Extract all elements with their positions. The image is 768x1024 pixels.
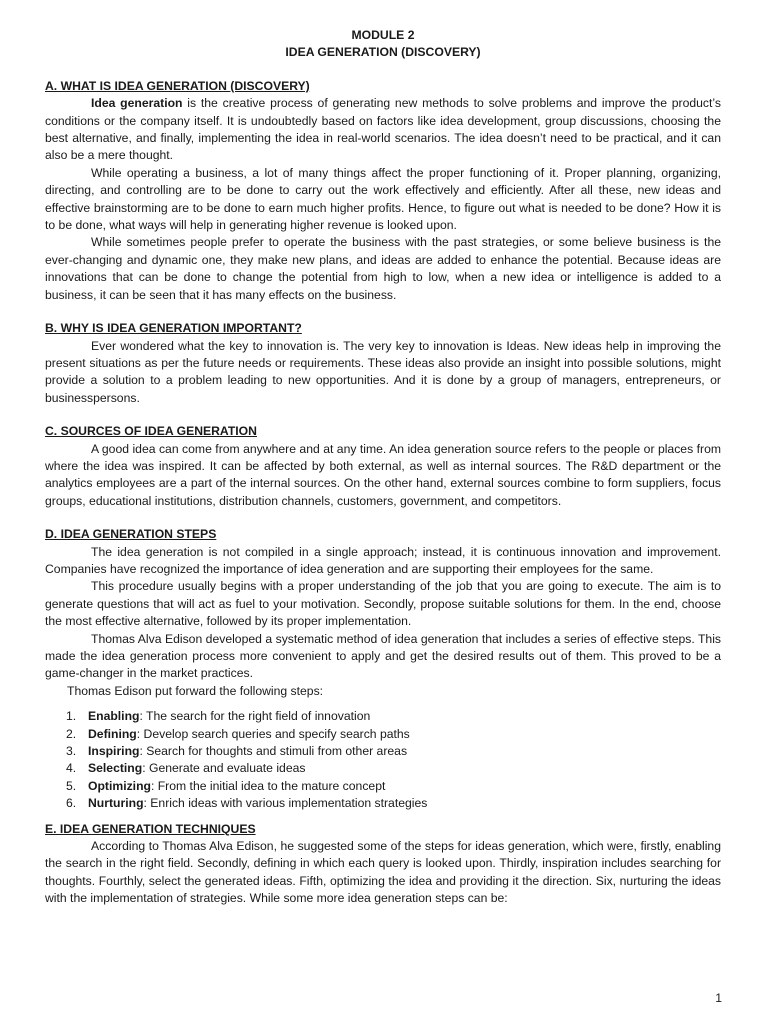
paragraph-text: is the creative process of generating new methods to solve problems and improve the product’s conditions or the company itself. It is undoubtedly based on factors like idea development, group discussions, choosing the best alternative, and finally, implementing the idea in real-world scenarios. The idea doesn’t need to be practical, and it can also be a mere thought. <box>45 96 721 163</box>
step-term: Selecting <box>88 761 143 776</box>
section-b <box>45 320 721 407</box>
bold-term: Idea generation <box>91 96 183 111</box>
list-number: 1. <box>66 709 77 724</box>
section-a-paragraph-3: While sometimes people prefer to operate the business with the past strategies, or some believe business is the ever-changing and dynamic one, they make new plans, and ideas are added to enhance the potential. Because ideas are innovations that can be done to change the potential from high to low, when a new idea or intelligence is added to a business, it can be seen that it has many effects on the business. <box>45 235 721 302</box>
list-number: 4. <box>66 761 77 776</box>
step-text: : Develop search queries and specify search paths <box>136 726 410 741</box>
list-item <box>45 708 721 725</box>
section-d-paragraph-4: Thomas Edison put forward the following steps: <box>67 683 324 698</box>
section-a-paragraph-2: While operating a business, a lot of many things affect the proper functioning of it. Proper planning, organizing, directing, and controlling are to be done to carry out the work effectively and efficiently. After all these, new ideas and effective brainstorming are to be done to earn much higher profits. Hence, to figure out what is needed to be done? How it is to be done, what ways will help in generating higher revenue is looked upon. <box>45 165 721 233</box>
step-term: Nurturing <box>88 796 144 811</box>
list-item <box>45 795 721 812</box>
page-number: 1 <box>715 991 722 1005</box>
section-e-heading: E. IDEA GENERATION TECHNIQUES <box>45 821 256 836</box>
section-d-paragraph-2: This procedure usually begins with a proper understanding of the job that you are going to execute. The aim is to generate questions that will act as fuel to your motivation. Secondly, propose suitable solutions for them. In the end, choose the most effective alternative, followed by its proper implementation. <box>45 579 721 629</box>
list-item <box>45 760 721 777</box>
list-item <box>45 726 721 743</box>
list-item <box>45 743 721 760</box>
section-c <box>45 423 721 510</box>
section-d-paragraph-1: The idea generation is not compiled in a single approach; instead, it is continuous innovation and improvement. Companies have recognized the importance of idea generation and are supporting their employees for the same. <box>45 544 721 576</box>
section-a <box>45 78 721 304</box>
step-term: Optimizing <box>88 778 151 793</box>
list-number: 2. <box>66 726 77 741</box>
section-c-paragraph-1: A good idea can come from anywhere and at any time. An idea generation source refers to the people or places from where the idea was inspired. It can be affected by both external, as well as internal sources. The R&D department or the analytics employees are a part of the internal sources. On the other hand, external sources combine to form suppliers, focus groups, educational institutions, distribution channels, customers, government, and competitors. <box>45 441 721 508</box>
module-label: MODULE 2 <box>351 28 415 42</box>
step-term: Enabling <box>88 709 140 724</box>
step-term: Inspiring <box>88 744 140 759</box>
section-e <box>45 821 721 908</box>
step-text: : Generate and evaluate ideas <box>142 761 306 776</box>
section-c-heading: C. SOURCES OF IDEA GENERATION <box>45 424 257 439</box>
list-number: 6. <box>66 796 77 811</box>
step-text: : Enrich ideas with various implementation strategies <box>143 796 428 811</box>
step-text: : Search for thoughts and stimuli from other areas <box>139 744 408 759</box>
step-text: : From the initial idea to the mature concept <box>150 778 386 793</box>
section-b-heading: B. WHY IS IDEA GENERATION IMPORTANT? <box>45 321 302 336</box>
section-a-paragraph-1 <box>45 95 721 165</box>
list-number: 3. <box>66 744 77 759</box>
list-number: 5. <box>66 778 77 793</box>
section-d <box>45 526 721 813</box>
document-page <box>45 27 721 908</box>
section-d-heading: D. IDEA GENERATION STEPS <box>45 527 217 542</box>
step-term: Defining <box>88 726 137 741</box>
page-title: IDEA GENERATION (DISCOVERY) <box>285 45 481 60</box>
section-b-paragraph-1: Ever wondered what the key to innovation is. The very key to innovation is Ideas. New ideas help in improving the present situations as per the future needs or requirements. These ideas also provide an insight into possible solutions, might provide a solution to a problem leading to new opportunities. And it is done by a group of managers, entrepreneurs, or businesspersons. <box>45 338 721 405</box>
section-a-heading: A. WHAT IS IDEA GENERATION (DISCOVERY) <box>45 78 310 93</box>
step-text: : The search for the right field of innovation <box>139 709 371 724</box>
section-e-paragraph-1: According to Thomas Alva Edison, he suggested some of the steps for ideas generation, which were, firstly, enabling the search in the right field. Secondly, defining in which each query is looked upon. Thirdly, inspiration includes searching for thoughts. Fourthly, select the generated ideas. Fifth, optimizing the idea and providing it the direction. Six, nurturing the ideas with the implementation of strategies. While some more idea generation steps can be: <box>45 839 721 906</box>
section-d-paragraph-3: Thomas Alva Edison developed a systematic method of idea generation that includes a series of effective steps. This made the idea generation process more convenient to apply and get the desired results out of them. This proved to be a game-changer in the market practices. <box>45 631 721 681</box>
edison-steps-list <box>45 708 721 812</box>
list-item <box>45 778 721 795</box>
